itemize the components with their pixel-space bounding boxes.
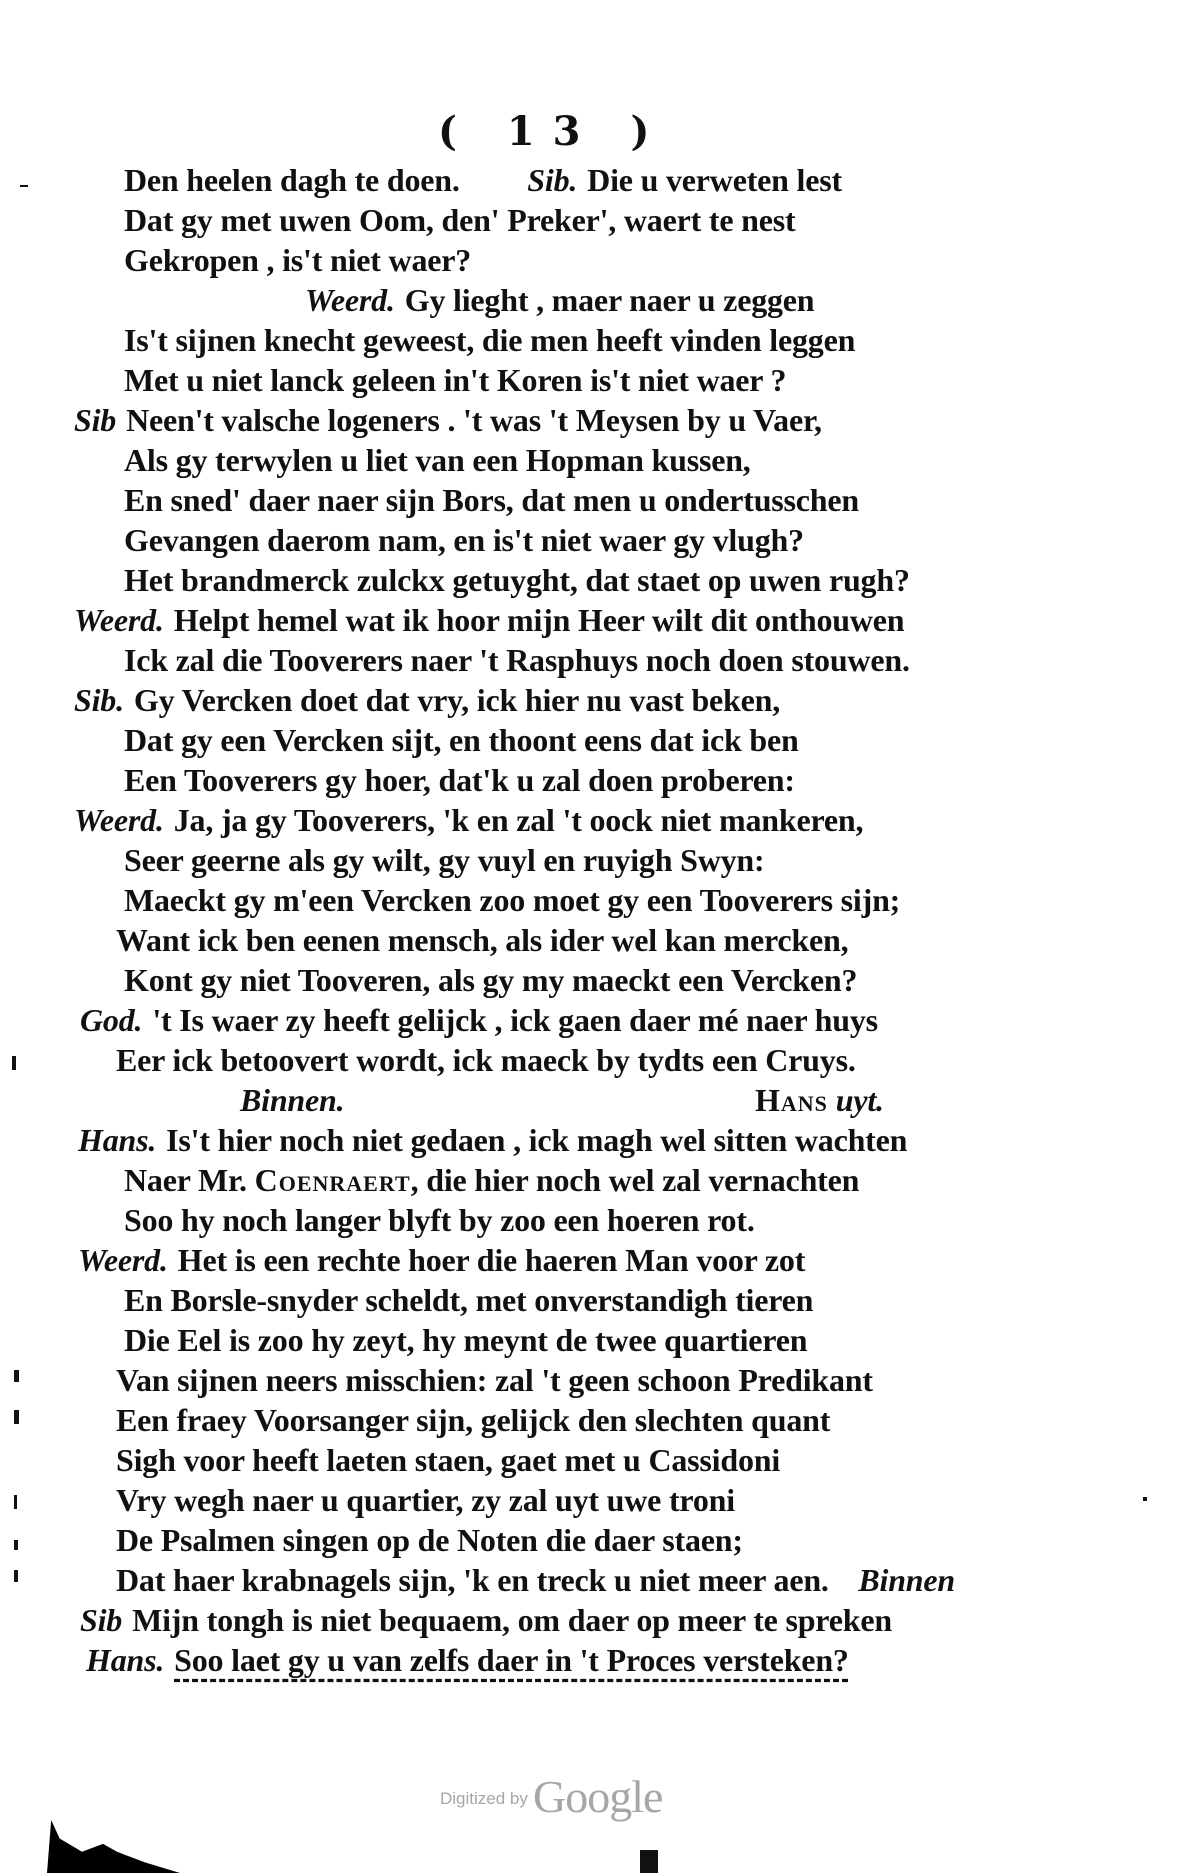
line-text: Het brandmerck zulckx getuyght, dat staet op uwen rugh?: [124, 562, 910, 598]
stage-direction-line: [240, 1080, 344, 1120]
speaker-label: Hans.: [78, 1122, 157, 1158]
line-text: Dat gy met uwen Oom, den' Preker', waert te nest: [124, 202, 796, 238]
line-text: En sned' daer naer sijn Bors, dat men u ondertusschen: [124, 482, 859, 518]
text-line: [86, 1640, 849, 1680]
character-name: Hans: [755, 1082, 828, 1118]
line-text: Gy lieght , maer naer u zeggen: [404, 282, 815, 318]
line-text: Soo hy noch langer blyft by zoo een hoeren rot.: [124, 1202, 755, 1238]
text-line: [80, 1600, 892, 1640]
line-text: , die hier noch wel zal vernachten: [410, 1162, 860, 1198]
line-text: Met u niet lanck geleen in't Koren is't niet waer ?: [124, 362, 787, 398]
line-text: Neen't valsche logeners . 't was 't Meysen by u Vaer,: [126, 402, 822, 438]
scan-speck: [20, 185, 28, 187]
scan-speck: [14, 1410, 19, 1424]
text-line: [124, 640, 910, 680]
line-text: Seer geerne als gy wilt, gy vuyl en ruyigh Swyn:: [124, 842, 765, 878]
text-line: [124, 840, 764, 880]
line-text: Helpt hemel wat ik hoor mijn Heer wilt dit onthouwen: [173, 602, 905, 638]
scan-speck: [14, 1570, 18, 1582]
line-text: Van sijnen neers misschien: zal 't geen schoon Predikant: [116, 1362, 873, 1398]
line-text: Naer Mr.: [124, 1162, 247, 1198]
speaker-label: Sib.: [527, 162, 578, 198]
line-text: Die u verweten lest: [587, 162, 842, 198]
stage-direction-enter: uyt.: [835, 1082, 884, 1118]
text-line: [124, 240, 471, 280]
scan-speck: [12, 1056, 16, 1070]
scan-speck: [1143, 1497, 1147, 1501]
line-text: Want ick ben eenen mensch, als ider wel kan mercken,: [116, 922, 849, 958]
text-line: [124, 720, 799, 760]
text-line: [74, 600, 904, 640]
line-text: Gy Vercken doet dat vry, ick hier nu vast beken,: [133, 682, 781, 718]
line-text: Gevangen daerom nam, en is't niet waer gy vlugh?: [124, 522, 804, 558]
text-line: [116, 1480, 735, 1520]
stage-direction-exit: Binnen.: [240, 1082, 345, 1118]
line-text: Gekropen , is't niet waer?: [124, 242, 472, 278]
line-text: 't Is waer zy heeft gelijck , ick gaen daer mé naer huys: [152, 1002, 878, 1038]
line-text: De Psalmen singen op de Noten die daer staen;: [116, 1522, 743, 1558]
line-text: Is't sijnen knecht geweest, die men heeft vinden leggen: [124, 322, 856, 358]
line-text: Kont gy niet Tooveren, als gy my maeckt een Vercken?: [124, 962, 858, 998]
speaker-label: God.: [80, 1002, 143, 1038]
speaker-label: Weerd.: [78, 1242, 168, 1278]
text-line: [124, 560, 910, 600]
stage-direction-exit: Binnen: [858, 1562, 955, 1598]
text-line: [80, 1000, 878, 1040]
text-line: [74, 680, 780, 720]
line-text: Is't hier noch niet gedaen , ick magh wel sitten wachten: [166, 1122, 908, 1158]
text-line: [124, 520, 804, 560]
line-text: Vry wegh naer u quartier, zy zal uyt uwe troni: [116, 1482, 735, 1518]
line-text: Een Tooverers gy hoer, dat'k u zal doen proberen:: [124, 762, 795, 798]
text-line: [124, 320, 855, 360]
digitized-by-google-watermark: [440, 1770, 662, 1823]
text-line: [124, 1200, 755, 1240]
text-line: [116, 1520, 743, 1560]
speaker-label: Sib.: [74, 682, 124, 718]
line-text: En Borsle-snyder scheldt, met onverstandigh tieren: [124, 1282, 814, 1318]
text-line: [124, 160, 842, 200]
text-line: [124, 1280, 813, 1320]
text-line: [78, 1240, 805, 1280]
text-line: [124, 960, 857, 1000]
speaker-label: Sib: [74, 402, 117, 438]
line-text: Ja, ja gy Tooverers, 'k en zal 't oock niet mankeren,: [173, 802, 864, 838]
text-line: [305, 280, 814, 320]
line-text: Een fraey Voorsanger sijn, gelijck den slechten quant: [116, 1402, 831, 1438]
text-line: [74, 800, 863, 840]
watermark-brand: Google: [532, 1771, 663, 1822]
line-text: Dat haer krabnagels sijn, 'k en treck u niet meer aen.: [116, 1562, 829, 1598]
speaker-label: Weerd.: [74, 802, 164, 838]
watermark-prefix: Digitized by: [440, 1789, 528, 1808]
scan-smudge: [40, 1820, 180, 1873]
text-line: [74, 400, 822, 440]
text-line: [116, 1040, 856, 1080]
speaker-label: Sib: [80, 1602, 123, 1638]
line-text: Dat gy een Vercken sijt, en thoont eens dat ick ben: [124, 722, 799, 758]
scan-speck: [640, 1850, 658, 1873]
text-line: [124, 880, 900, 920]
text-line: [124, 480, 859, 520]
speaker-label: Weerd.: [305, 282, 395, 318]
line-text: Eer ick betoovert wordt, ick maeck by tydts een Cruys.: [116, 1042, 856, 1078]
page-number: ( 13 ): [438, 108, 668, 155]
speaker-label: Weerd.: [74, 602, 164, 638]
stage-direction-line: [755, 1080, 884, 1120]
text-line: [124, 360, 786, 400]
text-line: [124, 1160, 859, 1200]
line-text: Sigh voor heeft laeten staen, gaet met u Cassidoni: [116, 1442, 781, 1478]
text-line: [78, 1120, 907, 1160]
line-text: Het is een rechte hoer die haeren Man voor zot: [177, 1242, 806, 1278]
text-line: [116, 1440, 780, 1480]
line-text: Ick zal die Tooverers naer 't Rasphuys noch doen stouwen.: [124, 642, 910, 678]
text-line: [124, 760, 795, 800]
text-line: [124, 200, 795, 240]
text-line: [124, 1320, 807, 1360]
character-name: Coenraert: [254, 1162, 411, 1198]
speaker-label: Hans.: [86, 1642, 165, 1678]
text-line: [116, 920, 848, 960]
scan-speck: [14, 1370, 19, 1382]
text-line: [116, 1560, 955, 1600]
line-text: Als gy terwylen u liet van een Hopman kussen,: [124, 442, 751, 478]
scan-speck: [14, 1495, 17, 1509]
scan-speck: [14, 1540, 18, 1550]
line-text: Den heelen dagh te doen.: [124, 162, 460, 198]
line-text: Die Eel is zoo hy zeyt, hy meynt de twee quartieren: [124, 1322, 808, 1358]
text-line: [124, 440, 751, 480]
text-line: [116, 1360, 873, 1400]
line-text: Maeckt gy m'een Vercken zoo moet gy een Tooverers sijn;: [124, 882, 901, 918]
text-line: [116, 1400, 830, 1440]
line-text: Soo laet gy u van zelfs daer in 't Proces versteken?: [174, 1642, 849, 1678]
line-text: Mijn tongh is niet bequaem, om daer op meer te spreken: [132, 1602, 892, 1638]
